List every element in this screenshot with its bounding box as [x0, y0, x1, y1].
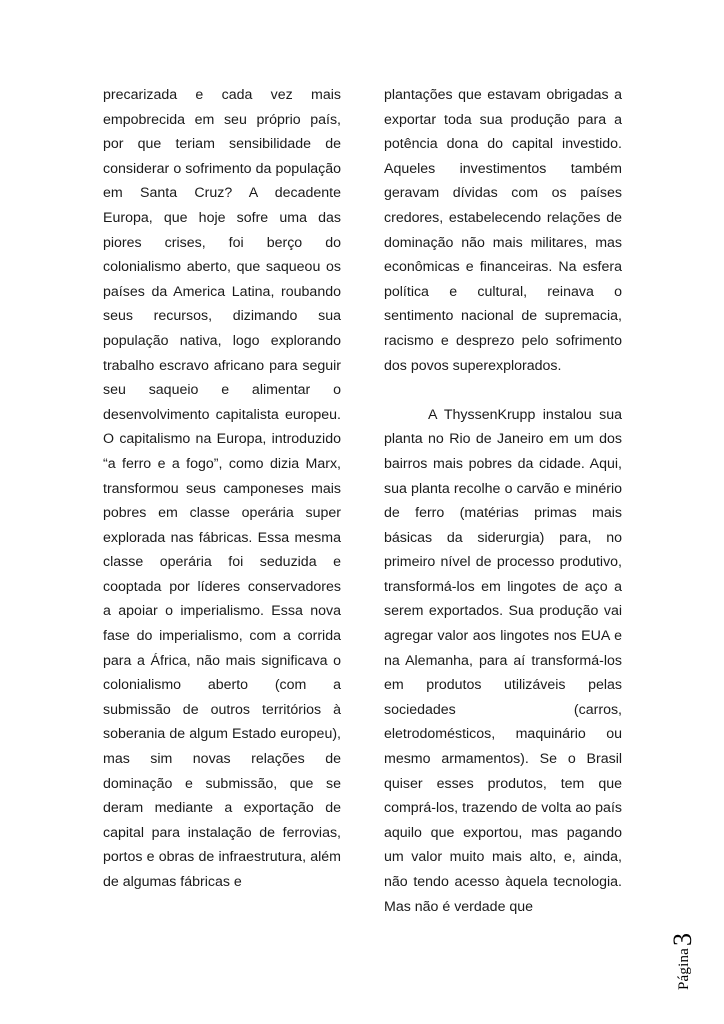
page-number: 3	[668, 932, 697, 946]
right-paragraph-1: plantações que estavam obrigadas a exportar toda sua produção para a potência dona do capital investido. Aqueles investimentos também geravam dívidas com os países credores, estabelecendo relações de dominação não mais militares, mas econômicas e financeiras. Na esfera política e cultural, reinava o sentimento nacional de supremacia, racismo e desprezo pelo sofrimento dos povos superexplorados.	[384, 87, 622, 374]
right-text-column	[384, 83, 622, 919]
left-paragraph-1: precarizada e cada vez mais empobrecida em seu próprio país, por que teriam sensibilidade de considerar o sofrimento da população em Santa Cruz? A decadente Europa, que hoje sofre uma das piores crises, foi berço do colonialismo aberto, que saqueou os países da America Latina, roubando seus recursos, dizimando sua população nativa, logo explorando trabalho escravo africano para seguir seu saqueio e alimentar o desenvolvimento capitalista europeu. O capitalismo na Europa, introduzido “a ferro e a fogo”, como dizia Marx, transformou seus camponeses mais pobres em classe operária super explorada nas fábricas. Essa mesma classe operária foi seduzida e cooptada por líderes conservadores a apoiar o imperialismo. Essa nova fase do imperialismo, com a corrida para a África, não mais significava o colonialismo aberto (com a submissão de outros territórios à soberania de algum Estado europeu), mas sim novas relações de dominação e submissão, que se deram mediante a exportação de capital para instalação de ferrovias, portos e obras de infraestrutura, além de algumas fábricas e	[103, 87, 341, 890]
page-label: Página	[676, 947, 692, 990]
page-footer	[668, 870, 697, 990]
left-text-column	[103, 83, 341, 895]
page-indicator	[668, 933, 698, 990]
right-paragraph-2: A ThyssenKrupp instalou sua planta no Rio de Janeiro em um dos bairros mais pobres da cidade. Aqui, sua planta recolhe o carvão e minério de ferro (matérias primas mais básicas da siderurgia) para, no primeiro nível de processo produtivo, transformá-los em lingotes de aço a serem exportados. Sua produção vai agregar valor aos lingotes nos EUA e na Alemanha, para aí transformá-los em produtos utilizáveis pelas sociedades (carros, eletrodomésticos, maquinário ou mesmo armamentos). Se o Brasil quiser esses produtos, tem que comprá-los, trazendo de volta ao país aquilo que exportou, mas pagando um valor muito mais alto, e, ainda, não tendo acesso àquela tecnologia. Mas não é verdade que	[384, 406, 622, 915]
